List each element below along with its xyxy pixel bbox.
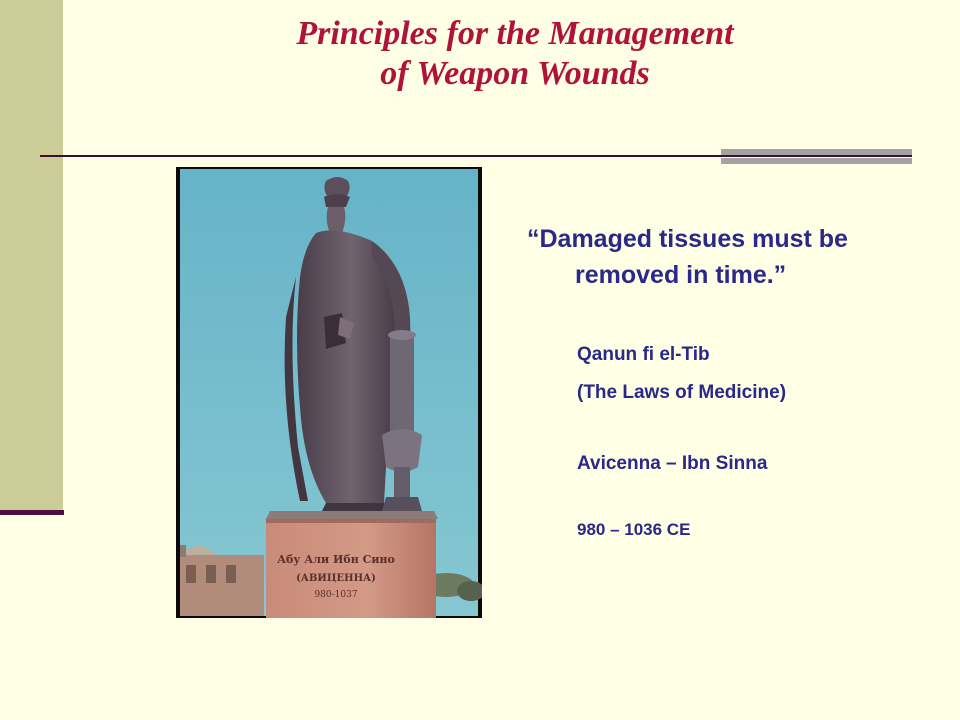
quote-line-2: removed in time.” bbox=[575, 261, 787, 289]
plaque-inscription-line-3: 980-1037 bbox=[314, 590, 358, 600]
quote-text bbox=[527, 221, 947, 293]
avicenna-statue-photo bbox=[176, 167, 482, 618]
author-dates: 980 – 1036 CE bbox=[577, 520, 691, 539]
source-title: Qanun fi el-Tib bbox=[577, 344, 710, 365]
plaque-inscription-line-2: (АВИЦЕННА) bbox=[296, 573, 376, 584]
slide-title-line-2: of Weapon Wounds bbox=[380, 55, 650, 92]
title-rule bbox=[40, 155, 912, 157]
author-name: Avicenna – Ibn Sinna bbox=[577, 453, 768, 474]
background-building bbox=[180, 545, 264, 616]
slide-title-line-1: Principles for the Management bbox=[296, 15, 734, 52]
plaque-inscription-line-1: Абу Али Ибн Сино bbox=[277, 553, 395, 566]
side-bar-accent bbox=[0, 510, 64, 515]
statue-pedestal bbox=[266, 511, 438, 618]
title-rule-gray-bottom bbox=[721, 158, 912, 164]
source-translation: (The Laws of Medicine) bbox=[577, 382, 787, 403]
quote-line-1: “Damaged tissues must be bbox=[527, 225, 848, 253]
slide-title bbox=[120, 14, 910, 94]
slide-side-bar bbox=[0, 0, 63, 512]
